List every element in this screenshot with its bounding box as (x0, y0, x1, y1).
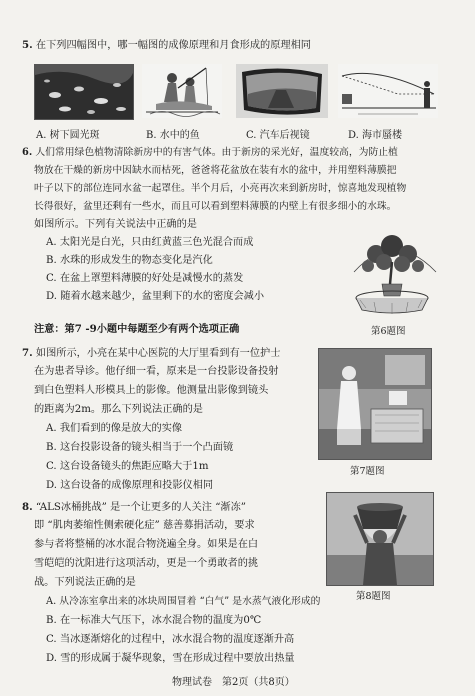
q7-line-1-text: 如图所示，小亮在某中心医院的大厅里看到有一位护士 (35, 348, 281, 359)
q5-option-b-text: 水中的鱼 (159, 130, 200, 141)
tree-light-spots-illustration (35, 65, 133, 119)
q8-line-1 (22, 500, 246, 515)
q6-line-4: 长得很好，盆里还剩有一些水，而且可以看到塑料薄膜的内壁上有很多细小的水珠。 (34, 201, 397, 212)
potted-plant-illustration (346, 232, 442, 318)
q7-line-1 (22, 346, 280, 361)
q6-number: 6. (22, 147, 33, 158)
q6-line-1-text: 人们常用绿色植物清除新房中的有害气体。由于新房的采光好，温度较高，为防止植 (35, 147, 398, 158)
q5-option-c (246, 126, 310, 141)
q5-option-b-label: B. (146, 130, 157, 141)
q8-figure (326, 492, 434, 586)
q7-figure-caption: 第7题图 (350, 466, 385, 477)
q5-option-d-text: 海市蜃楼 (362, 130, 403, 141)
q5-picture-c (236, 64, 328, 118)
q8-option-a: A. 从冷冻室拿出来的冰块周围冒着 “白气” 是水蒸气液化形成的 (46, 596, 321, 607)
q5-stem (22, 38, 311, 53)
q7-figure (318, 348, 432, 460)
q7-option-a: A. 我们看到的像是放大的实像 (46, 423, 183, 434)
q7-line-3: 到白色塑料人形模具上的影像。他测量出影像到镜头 (34, 385, 269, 396)
q7-line-2: 在为患者导诊。他仔细一看，原来是一台投影设备投射 (34, 366, 279, 377)
q8-figure-caption: 第8题图 (356, 591, 391, 602)
q6-option-a: A. 太阳光是白光，只由红黄蓝三色光混合而成 (46, 237, 254, 248)
q5-picture-b (142, 64, 222, 118)
q5-option-c-text: 汽车后视镜 (259, 130, 310, 141)
q5-option-a-text: 树下圆光斑 (49, 130, 100, 141)
q8-option-c: C. 当冰逐渐熔化的过程中，冰水混合物的温度逐渐升高 (46, 634, 295, 645)
q8-line-3: 参与者将整桶的冰水混合物浇遍全身。如果是在白 (34, 539, 259, 550)
q7-option-b: B. 这台投影设备的镜头相当于一个凸面镜 (46, 442, 234, 453)
q8-option-d: D. 雪的形成属于凝华现象，雪在形成过程中要放出热量 (46, 653, 295, 664)
q6-option-b: B. 水珠的形成发生的物态变化是汽化 (46, 255, 213, 266)
q8-line-5: 战。下列说法正确的是 (34, 577, 136, 588)
q5-option-c-label: C. (246, 130, 257, 141)
mirage-illustration (338, 64, 438, 118)
q5-stem-text: 在下列四幅图中，哪一幅图的成像原理和月食形成的原理相同 (35, 40, 311, 51)
q7-number: 7. (22, 347, 33, 359)
q7-option-c: C. 这台设备镜头的焦距应略大于1m (46, 461, 209, 472)
q5-option-d-label: D. (348, 130, 359, 141)
q5-picture-d (338, 64, 438, 118)
q6-line-5: 如图所示。下列有关说法中正确的是 (34, 219, 197, 230)
note-q7-q9: 注意：第7 -9小题中每题至少有两个选项正确 (34, 323, 240, 335)
q6-option-c: C. 在盆上罩塑料薄膜的好处是减慢水的蒸发 (46, 273, 244, 284)
q5-option-d (348, 126, 402, 141)
q5-number: 5. (22, 39, 33, 51)
car-mirror-illustration (236, 64, 328, 118)
hospital-hall-photo (319, 349, 431, 459)
q5-option-a-label: A. (36, 130, 47, 141)
q8-line-4: 雪皑皑的沈阳进行这项活动，更是一个勇敢者的挑 (34, 558, 259, 569)
q8-line-2: 即 “肌肉萎缩性侧索硬化症” 慈善募捐活动，要求 (34, 520, 255, 531)
q5-option-b (146, 126, 200, 141)
q6-line-1 (22, 146, 398, 160)
q5-option-a (36, 126, 100, 141)
fisherman-illustration (142, 64, 222, 118)
q8-option-b: B. 在一标准大气压下，冰水混合物的温度为0℃ (46, 615, 262, 626)
ice-bucket-challenge-photo (327, 493, 433, 585)
q6-line-3: 叶子以下的部位连同水盆一起罩住。半个月后，小亮再次来到新房时，惊喜地发现植物 (34, 183, 407, 194)
page-footer: 物理试卷 第2页（共8页） (172, 677, 295, 688)
q7-line-4: 的距离为2m。那么下列说法正确的是 (34, 404, 203, 415)
q6-option-d: D. 随着水越来越少，盆里剩下的水的密度会减小 (46, 291, 265, 302)
q6-figure (346, 232, 442, 318)
q8-line-1-text: “ALS冰桶挑战” 是一个让更多的人关注 “渐冻” (35, 502, 246, 513)
q6-line-2: 物放在干燥的新房中因缺水而枯死，爸爸将花盆放在装有水的盆中，并用塑料薄膜把 (34, 165, 397, 176)
q7-option-d: D. 这台设备的成像原理和投影仪相同 (46, 480, 214, 491)
q5-picture-a (34, 64, 134, 120)
q8-number: 8. (22, 501, 33, 513)
q6-figure-caption: 第6题图 (371, 326, 406, 337)
